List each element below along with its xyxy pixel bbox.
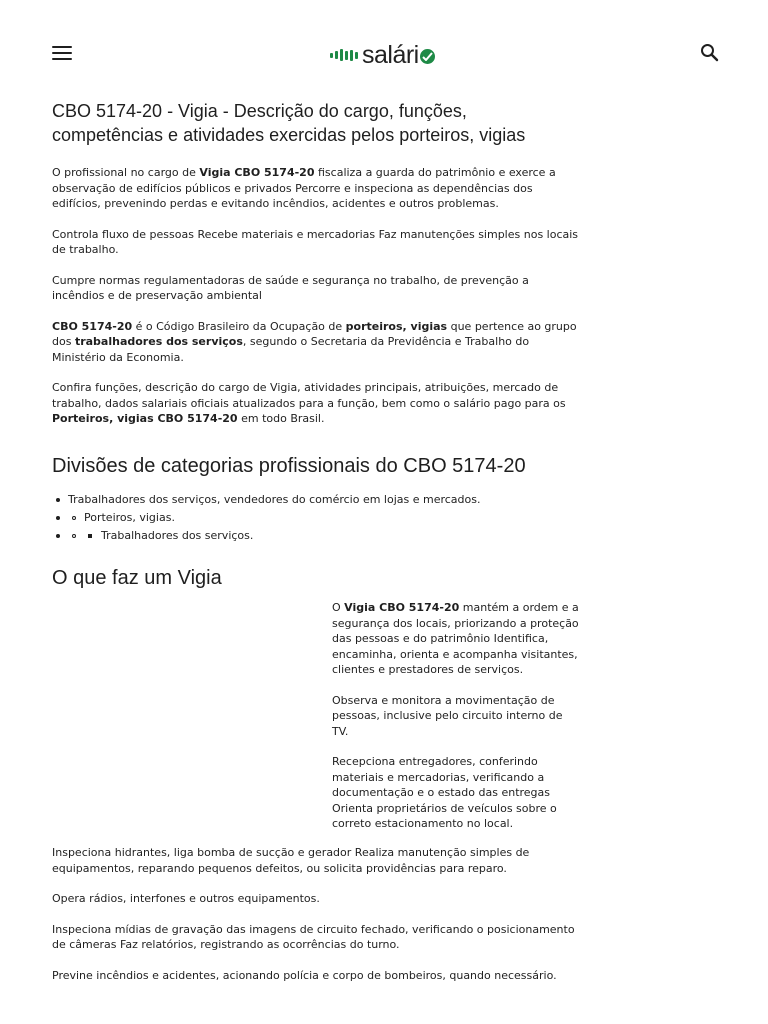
list-item: Porteiros, vigias. <box>52 509 582 527</box>
divisions-list <box>52 491 582 545</box>
what-right-column <box>332 600 582 847</box>
list-item: Trabalhadores dos serviços, vendedores do comércio em lojas e mercados. <box>52 491 582 509</box>
article-body <box>52 96 582 591</box>
intro-paragraph-3: Cumpre normas regulamentadoras de saúde e segurança no trabalho, de prevenção a incêndios e de preservação ambiental <box>52 273 529 302</box>
list-item: Trabalhadores dos serviços. <box>52 527 582 545</box>
page-title: CBO 5174-20 - Vigia - Descrição do cargo, funções, competências e atividades exercidas pelos porteiros, vigias <box>52 101 526 145</box>
what-paragraph-7: Previne incêndios e acidentes, acionando polícia e corpo de bombeiros, quando necessário. <box>52 968 557 982</box>
hamburger-menu-icon[interactable] <box>52 45 74 63</box>
what-paragraph-1: O Vigia CBO 5174-20 mantém a ordem e a segurança dos locais, priorizando a proteção das pessoas e do patrimônio Identifica, encaminha, orienta e acompanha visitantes, clientes e prestadores de serviços. <box>332 601 579 676</box>
bullet-square-icon <box>88 534 92 538</box>
intro-paragraph-4: CBO 5174-20 é o Código Brasileiro da Ocupação de porteiros, vigias que pertence ao grupo dos trabalhadores dos serviços, segundo o Secretaria da Previdência e Trabalho do Ministério da Economia. <box>52 319 577 364</box>
bullet-circle-icon <box>72 516 76 520</box>
site-header <box>0 0 768 100</box>
logo-text: salári <box>362 40 419 69</box>
what-heading: O que faz um Vigia <box>52 566 222 589</box>
what-paragraph-2: Observa e monitora a movimentação de pessoas, inclusive pelo circuito interno de TV. <box>332 693 563 738</box>
search-icon[interactable] <box>700 43 722 65</box>
intro-paragraph-2: Controla fluxo de pessoas Recebe materiais e mercadorias Faz manutenções simples nos locais de trabalho. <box>52 227 579 256</box>
bullet-disc-icon <box>56 534 60 538</box>
site-logo[interactable] <box>330 38 435 72</box>
what-paragraph-3: Recepciona entregadores, conferindo materiais e mercadorias, verificando a documentação e o estado das entregas Orienta proprietários de veículos sobre o correto estacionamento no local. <box>332 755 557 830</box>
what-paragraph-6: Inspeciona mídias de gravação das imagens de circuito fechado, verificando o posicionamento de câmeras Faz relatórios, registrando as ocorrências do turno. <box>52 922 575 951</box>
what-paragraph-5: Opera rádios, interfones e outros equipamentos. <box>52 892 320 905</box>
what-lower-text <box>52 845 582 998</box>
bullet-disc-icon <box>56 498 60 502</box>
logo-check-icon <box>420 49 435 64</box>
what-paragraph-4: Inspeciona hidrantes, liga bomba de sucção e gerador Realiza manutenção simples de equipamentos, reparando pequenos defeitos, ou solicita providências para reparo. <box>52 846 530 875</box>
intro-paragraph-1: O profissional no cargo de Vigia CBO 5174-20 fiscaliza a guarda do patrimônio e exerce a observação de edifícios públicos e privados Percorre e inspeciona as dependências dos edifícios, prevenindo perdas e evitando incêndios, acidentes e outros problemas. <box>52 166 556 210</box>
bullet-disc-icon <box>56 516 60 520</box>
logo-bars-icon <box>330 49 358 61</box>
intro-paragraph-5: Confira funções, descrição do cargo de Vigia, atividades principais, atribuições, mercado de trabalho, dados salariais oficiais atualizados para a função, bem como o salário pago para os Porteiros, vigias CBO 5174-20 em todo Brasil. <box>52 381 566 425</box>
bullet-circle-icon <box>72 534 76 538</box>
divisions-heading: Divisões de categorias profissionais do CBO 5174-20 <box>52 454 526 477</box>
